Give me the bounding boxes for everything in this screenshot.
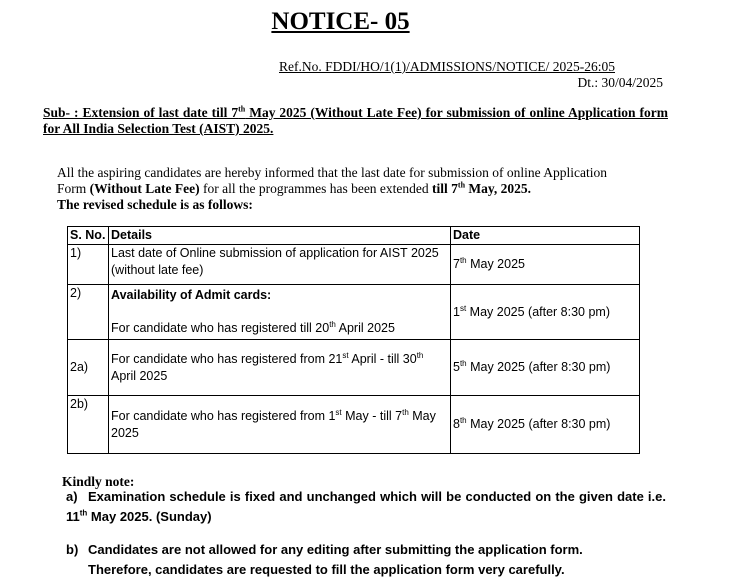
intro-paragraph — [57, 165, 637, 197]
details-sup1: st — [335, 407, 342, 417]
details-bold: Availability of Admit cards: — [111, 288, 272, 302]
date-rest: May 2025 (after 8:30 pm) — [466, 417, 611, 431]
note-a-pre: Examination schedule is fixed and unchanged which will be conducted on the given date i.e. 11 — [66, 489, 666, 524]
header-sno: S. No. — [68, 227, 109, 245]
row-date — [451, 245, 640, 285]
details-sup1: st — [342, 350, 349, 360]
details-sup2: th — [416, 350, 424, 360]
intro-bold1: (Without Late Fee) — [89, 181, 200, 196]
date-sup: th — [459, 415, 467, 425]
row-sno: 2a) — [68, 340, 109, 396]
details-mid: May - till 7 — [341, 408, 403, 423]
subject-line — [43, 105, 668, 137]
note-a-post: May 2025. (Sunday) — [87, 509, 212, 524]
date-num: 8 — [453, 417, 460, 431]
header-date: Date — [451, 227, 640, 245]
notice-date: Dt.: 30/04/2025 — [577, 75, 663, 90]
details-post: April 2025 — [111, 368, 168, 383]
date-num: 1 — [453, 304, 460, 319]
intro-bold2b: May, 2025. — [465, 181, 532, 196]
intro-part2: for all the programmes has been extended — [199, 181, 433, 196]
details-sup2: th — [402, 407, 409, 417]
date-rest: May 2025 — [466, 257, 525, 271]
table-row — [68, 245, 640, 285]
table-row — [68, 396, 640, 454]
row-sno: 2) — [68, 285, 109, 340]
note-a-label: a) — [66, 489, 78, 504]
details-text — [111, 320, 448, 337]
row-date — [451, 285, 640, 340]
date-rest: May 2025 (after 8:30 pm) — [466, 304, 611, 319]
row-sno: 2b) — [68, 396, 109, 454]
note-b-label: b) — [66, 542, 79, 557]
intro-part1: All the aspiring candidates are hereby informed that the last date for submission of online Application Form — [57, 165, 607, 196]
row-details — [109, 285, 451, 340]
header-details: Details — [109, 227, 451, 245]
note-b-text1: Candidates are not allowed for any editing after submitting the application form. — [88, 542, 583, 557]
row-details — [109, 396, 451, 454]
table-header-row — [68, 227, 640, 245]
date-sup: th — [459, 358, 467, 368]
note-a — [66, 487, 666, 527]
details-post: April 2025 — [335, 321, 395, 335]
notice-title: NOTICE- 05 — [271, 8, 410, 35]
date-sup: th — [459, 255, 467, 265]
revised-schedule-heading: The revised schedule is as follows: — [57, 197, 253, 212]
details-sup: th — [329, 319, 336, 329]
row-sno: 1) — [68, 245, 109, 285]
intro-bold2-sup: th — [457, 180, 466, 190]
table-row — [68, 285, 640, 340]
table-row — [68, 340, 640, 396]
subject-rest: May 2025 (Without Late Fee) for submission of online Application form for All India Selection Test (AIST) 2025. — [43, 105, 668, 136]
date-num: 7 — [453, 257, 460, 271]
row-date — [451, 396, 640, 454]
note-b-text2: Therefore, candidates are requested to fill the application form very carefully. — [88, 562, 565, 577]
details-pre: For candidate who has registered from 21 — [111, 351, 343, 366]
details-mid: April - till 30 — [348, 351, 417, 366]
subject-prefix: Sub- : Extension of last date till 7 — [43, 105, 239, 120]
date-num: 5 — [453, 360, 460, 374]
row-date — [451, 340, 640, 396]
details-pre: For candidate who has registered till 20 — [111, 321, 330, 335]
intro-bold2a: till 7 — [432, 181, 458, 196]
note-b — [66, 540, 666, 580]
row-details — [109, 340, 451, 396]
note-a-sup: th — [79, 508, 88, 518]
details-pre: For candidate who has registered from 1 — [111, 408, 336, 423]
reference-number: Ref.No. FDDI/HO/1(1)/ADMISSIONS/NOTICE/ 2025-26:05 — [279, 59, 615, 74]
subject-sup: th — [238, 104, 246, 114]
intro-bold2 — [432, 181, 531, 196]
date-rest: May 2025 (after 8:30 pm) — [466, 360, 611, 374]
details-post: May 2025 — [111, 408, 436, 440]
row-details: Last date of Online submission of application for AIST 2025 (without late fee) — [109, 245, 451, 285]
kindly-note-heading: Kindly note: — [62, 474, 135, 489]
date-sup: st — [459, 303, 467, 313]
schedule-table — [67, 226, 640, 454]
